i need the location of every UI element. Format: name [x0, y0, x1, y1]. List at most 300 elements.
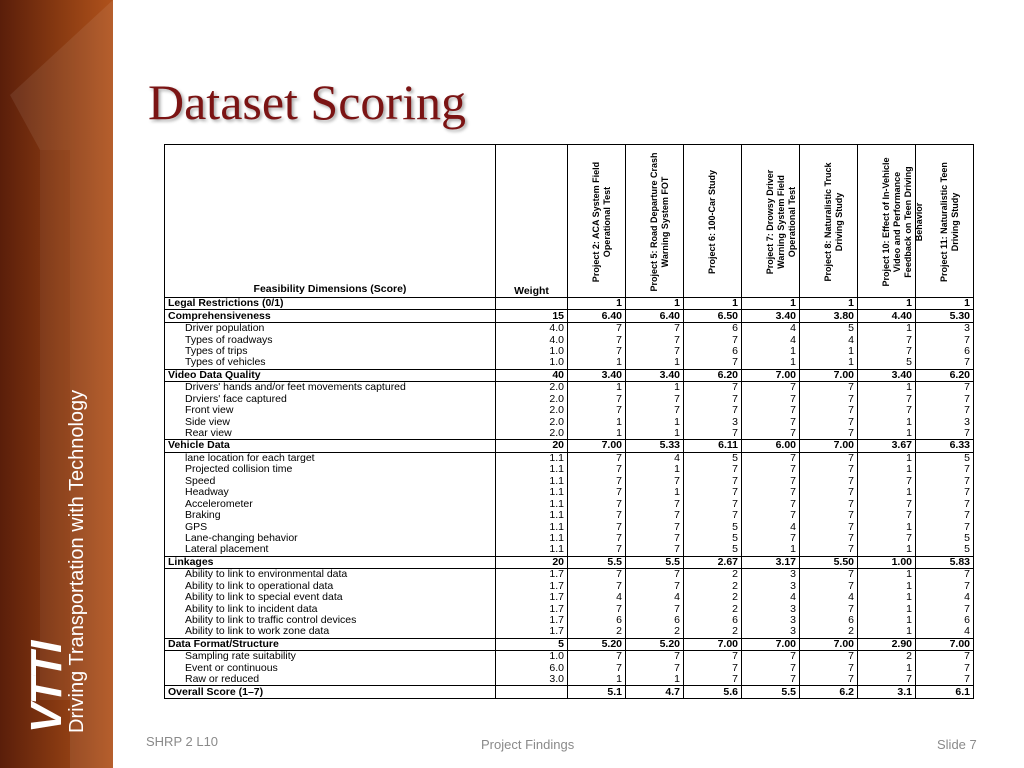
header-project-rotator	[591, 151, 613, 293]
score-cell: 5	[916, 533, 974, 544]
score-cell: 1	[858, 615, 916, 626]
row-weight: 1.7	[496, 569, 568, 581]
header-project-wrap	[916, 147, 973, 297]
category-row	[165, 638, 974, 650]
score-cell: 7	[568, 581, 626, 592]
score-cell: 7	[916, 569, 974, 581]
score-cell: 7	[800, 544, 858, 556]
score-cell: 7	[858, 533, 916, 544]
table-row	[165, 626, 974, 638]
row-label: Data Format/Structure	[165, 638, 496, 650]
row-label: Side view	[165, 416, 496, 427]
score-cell: 3.1	[858, 686, 916, 698]
score-cell: 7	[916, 487, 974, 498]
table-row	[165, 544, 974, 556]
score-cell: 7	[626, 334, 684, 345]
score-cell: 7	[684, 663, 742, 674]
score-cell: 5	[684, 452, 742, 464]
score-cell: 7	[684, 464, 742, 475]
score-cell: 6	[684, 346, 742, 357]
category-row	[165, 369, 974, 381]
header-project-wrap	[684, 147, 741, 297]
score-cell: 1	[626, 416, 684, 427]
footer-slide-number: Slide 7	[937, 737, 977, 752]
score-cell: 7	[626, 394, 684, 405]
row-label: Projected collision time	[165, 464, 496, 475]
row-weight: 15	[496, 310, 568, 322]
row-weight: 20	[496, 556, 568, 568]
row-label: Ability to link to operational data	[165, 581, 496, 592]
row-label: Legal Restrictions (0/1)	[165, 298, 496, 310]
score-cell: 1	[858, 416, 916, 427]
score-cell: 1	[742, 544, 800, 556]
row-weight: 20	[496, 440, 568, 452]
row-label: Lateral placement	[165, 544, 496, 556]
score-cell: 7.00	[742, 369, 800, 381]
header-project-wrap	[626, 147, 683, 297]
row-label: Types of trips	[165, 346, 496, 357]
header-project-label: Project 6: 100-Car Study	[706, 169, 717, 275]
score-cell: 7	[626, 569, 684, 581]
score-cell: 1	[684, 298, 742, 310]
score-cell: 7	[916, 498, 974, 509]
score-cell: 4	[916, 626, 974, 638]
score-cell: 7	[684, 487, 742, 498]
score-cell: 1	[916, 298, 974, 310]
score-cell: 7	[742, 510, 800, 521]
header-project-wrap	[742, 147, 799, 297]
score-cell: 6.40	[626, 310, 684, 322]
score-cell: 7	[800, 487, 858, 498]
row-weight: 1.0	[496, 346, 568, 357]
row-weight: 1.1	[496, 498, 568, 509]
score-cell: 7.00	[800, 440, 858, 452]
score-cell: 7	[916, 510, 974, 521]
header-project-wrap	[800, 147, 857, 297]
score-cell: 7	[568, 452, 626, 464]
score-cell: 2	[858, 651, 916, 663]
row-label: lane location for each target	[165, 452, 496, 464]
score-cell: 3.40	[568, 369, 626, 381]
score-cell: 4	[568, 592, 626, 603]
score-cell: 7	[800, 416, 858, 427]
header-feasibility-dimensions: Feasibility Dimensions (Score)	[165, 145, 496, 298]
score-cell: 7	[916, 581, 974, 592]
score-cell: 5	[858, 357, 916, 369]
score-cell: 7	[800, 663, 858, 674]
score-cell: 7	[742, 416, 800, 427]
header-project-wrap	[568, 147, 625, 297]
score-cell: 7	[568, 544, 626, 556]
row-weight: 1.1	[496, 544, 568, 556]
score-cell: 7	[800, 521, 858, 532]
score-cell: 7	[568, 569, 626, 581]
table-row	[165, 510, 974, 521]
score-cell: 2	[684, 569, 742, 581]
row-weight: 5	[496, 638, 568, 650]
score-cell: 5	[684, 544, 742, 556]
header-project	[742, 145, 800, 298]
row-label: Accelerometer	[165, 498, 496, 509]
score-cell: 7.00	[684, 638, 742, 650]
score-cell: 3	[742, 569, 800, 581]
row-weight: 1.1	[496, 533, 568, 544]
score-cell: 1	[858, 298, 916, 310]
score-cell: 7	[800, 394, 858, 405]
score-cell: 7	[568, 334, 626, 345]
page-title: Dataset Scoring	[148, 74, 466, 130]
score-cell: 7	[916, 394, 974, 405]
row-label: Vehicle Data	[165, 440, 496, 452]
score-cell: 7	[684, 674, 742, 686]
score-cell: 7	[742, 674, 800, 686]
score-cell: 7	[916, 405, 974, 416]
score-cell: 1	[568, 382, 626, 394]
row-weight: 1.1	[496, 452, 568, 464]
score-cell: 5	[916, 452, 974, 464]
score-cell: 7	[916, 663, 974, 674]
score-cell: 1	[800, 357, 858, 369]
score-cell: 7	[800, 405, 858, 416]
score-cell: 7	[800, 603, 858, 614]
score-cell: 3	[916, 322, 974, 334]
score-cell: 7	[626, 405, 684, 416]
score-cell: 1	[568, 416, 626, 427]
score-cell: 1	[626, 382, 684, 394]
score-cell: 1	[626, 464, 684, 475]
header-project	[800, 145, 858, 298]
score-cell: 7	[626, 521, 684, 532]
header-project-wrap	[858, 147, 924, 297]
score-cell: 6	[916, 615, 974, 626]
score-cell: 1	[858, 592, 916, 603]
score-cell: 7	[800, 452, 858, 464]
score-cell: 5.5	[742, 686, 800, 698]
row-weight: 2.0	[496, 405, 568, 416]
score-cell: 7	[626, 663, 684, 674]
score-cell: 7	[916, 674, 974, 686]
score-cell: 1	[626, 674, 684, 686]
score-cell: 2.90	[858, 638, 916, 650]
score-cell: 3.40	[626, 369, 684, 381]
score-cell: 7	[800, 674, 858, 686]
score-cell: 1	[858, 569, 916, 581]
score-cell: 1	[626, 357, 684, 369]
score-cell: 7	[742, 533, 800, 544]
score-cell: 3.40	[742, 310, 800, 322]
score-cell: 7	[800, 651, 858, 663]
score-cell: 7	[916, 357, 974, 369]
score-cell: 1	[742, 346, 800, 357]
score-cell: 7	[800, 533, 858, 544]
header-project	[916, 145, 974, 298]
score-cell: 1	[858, 626, 916, 638]
footer-program: SHRP 2 L10	[146, 734, 219, 749]
score-cell: 1	[626, 428, 684, 440]
row-weight: 40	[496, 369, 568, 381]
table-row	[165, 487, 974, 498]
row-weight: 1.7	[496, 592, 568, 603]
score-cell: 7	[684, 428, 742, 440]
header-project	[568, 145, 626, 298]
row-weight: 2.0	[496, 382, 568, 394]
table-row	[165, 651, 974, 663]
score-cell: 7	[916, 521, 974, 532]
score-cell: 6.50	[684, 310, 742, 322]
score-cell: 7	[800, 382, 858, 394]
score-cell: 7	[800, 498, 858, 509]
score-cell: 7	[858, 498, 916, 509]
row-weight: 1.1	[496, 521, 568, 532]
score-cell: 5.30	[916, 310, 974, 322]
score-cell: 1	[626, 298, 684, 310]
score-cell: 3	[916, 416, 974, 427]
score-cell: 1	[858, 544, 916, 556]
row-label: Lane-changing behavior	[165, 533, 496, 544]
row-label: Comprehensiveness	[165, 310, 496, 322]
score-cell: 3	[742, 615, 800, 626]
score-cell: 7	[916, 464, 974, 475]
score-cell: 7	[916, 382, 974, 394]
score-cell: 1	[742, 357, 800, 369]
row-weight: 4.0	[496, 322, 568, 334]
score-cell: 1	[742, 298, 800, 310]
score-cell: 3	[742, 603, 800, 614]
header-project-rotator	[939, 151, 961, 293]
dataset-scoring-table	[164, 144, 974, 699]
score-cell: 7	[858, 394, 916, 405]
score-cell: 7	[626, 651, 684, 663]
table-header-row	[165, 145, 974, 298]
row-label: Linkages	[165, 556, 496, 568]
score-cell: 7	[742, 651, 800, 663]
score-cell: 4	[626, 592, 684, 603]
row-label: Types of vehicles	[165, 357, 496, 369]
row-weight: 1.0	[496, 651, 568, 663]
score-cell: 5.83	[916, 556, 974, 568]
score-cell: 7	[916, 651, 974, 663]
score-cell: 7	[568, 603, 626, 614]
row-weight	[496, 686, 568, 698]
table-row	[165, 357, 974, 369]
score-cell: 7	[568, 663, 626, 674]
score-cell: 7	[916, 428, 974, 440]
header-project-label: Project 7: Drowsy Driver Warning System Field Operational Test	[764, 169, 797, 275]
score-cell: 7	[800, 510, 858, 521]
score-cell: 1	[568, 674, 626, 686]
header-project	[626, 145, 684, 298]
score-cell: 7	[568, 487, 626, 498]
row-weight: 1.7	[496, 615, 568, 626]
table-row	[165, 405, 974, 416]
score-cell: 4	[800, 592, 858, 603]
score-cell: 1	[858, 464, 916, 475]
score-cell: 5	[916, 544, 974, 556]
score-cell: 7	[626, 498, 684, 509]
row-weight: 1.7	[496, 581, 568, 592]
score-cell: 7.00	[800, 369, 858, 381]
score-cell: 7.00	[568, 440, 626, 452]
score-cell: 6	[684, 615, 742, 626]
score-cell: 2.67	[684, 556, 742, 568]
score-cell: 7	[626, 603, 684, 614]
score-cell: 6.40	[568, 310, 626, 322]
score-cell: 1	[858, 581, 916, 592]
score-cell: 5.20	[626, 638, 684, 650]
row-label: Drviers' face captured	[165, 394, 496, 405]
row-label: Ability to link to work zone data	[165, 626, 496, 638]
row-weight: 1.1	[496, 487, 568, 498]
score-cell: 7	[568, 533, 626, 544]
score-cell: 6	[800, 615, 858, 626]
score-cell: 6.2	[800, 686, 858, 698]
row-label: Ability to link to special event data	[165, 592, 496, 603]
score-cell: 2	[684, 626, 742, 638]
score-cell: 7	[626, 476, 684, 487]
score-cell: 6.1	[916, 686, 974, 698]
score-cell: 7	[684, 498, 742, 509]
score-cell: 3.40	[858, 369, 916, 381]
header-project-label: Project 2: ACA System Field Operational Test	[590, 161, 612, 283]
header-project-label: Project 11: Naturalistic Teen Driving Study	[938, 162, 960, 282]
score-cell: 1	[800, 298, 858, 310]
score-cell: 2	[568, 626, 626, 638]
row-label: Sampling rate suitability	[165, 651, 496, 663]
sidebar-band	[0, 0, 113, 768]
score-cell: 4	[626, 452, 684, 464]
row-weight: 2.0	[496, 428, 568, 440]
score-cell: 5	[800, 322, 858, 334]
score-cell: 6	[568, 615, 626, 626]
score-cell: 7	[626, 544, 684, 556]
score-cell: 7	[742, 476, 800, 487]
score-cell: 7	[568, 510, 626, 521]
score-cell: 1	[858, 663, 916, 674]
score-cell: 7.00	[742, 638, 800, 650]
score-cell: 7	[626, 533, 684, 544]
header-project-rotator	[649, 151, 671, 293]
score-cell: 7	[568, 476, 626, 487]
score-cell: 5.5	[568, 556, 626, 568]
score-cell: 5.50	[800, 556, 858, 568]
score-cell: 6	[684, 322, 742, 334]
row-weight: 1.1	[496, 464, 568, 475]
score-cell: 7	[684, 405, 742, 416]
table-row	[165, 452, 974, 464]
score-cell: 7	[684, 510, 742, 521]
score-cell: 1.00	[858, 556, 916, 568]
row-label: Speed	[165, 476, 496, 487]
row-weight: 1.7	[496, 603, 568, 614]
score-cell: 2	[800, 626, 858, 638]
header-project	[858, 145, 924, 298]
score-cell: 3.17	[742, 556, 800, 568]
row-weight: 3.0	[496, 674, 568, 686]
table-row	[165, 382, 974, 394]
score-cell: 7	[858, 334, 916, 345]
header-project-rotator	[823, 151, 845, 293]
row-label: Video Data Quality	[165, 369, 496, 381]
row-label: Braking	[165, 510, 496, 521]
score-cell: 7	[568, 498, 626, 509]
score-cell: 1	[858, 452, 916, 464]
row-weight: 6.0	[496, 663, 568, 674]
category-row	[165, 310, 974, 322]
table-row	[165, 592, 974, 603]
score-cell: 1	[858, 382, 916, 394]
category-row	[165, 440, 974, 452]
header-project-label: Project 10: Effect of In-Vehicle Video and Performance Feedback on Teen Driving Behavior	[880, 157, 924, 287]
score-cell: 7	[568, 405, 626, 416]
score-cell: 1	[568, 357, 626, 369]
score-cell: 4	[742, 521, 800, 532]
score-cell: 7	[742, 452, 800, 464]
footer-section: Project Findings	[481, 737, 575, 752]
score-cell: 7	[800, 464, 858, 475]
row-label: Front view	[165, 405, 496, 416]
row-label: Drivers' hands and/or feet movements captured	[165, 382, 496, 394]
table-row	[165, 569, 974, 581]
score-cell: 7	[568, 521, 626, 532]
row-label: Ability to link to incident data	[165, 603, 496, 614]
score-cell: 7	[742, 405, 800, 416]
score-cell: 2	[626, 626, 684, 638]
score-cell: 1	[858, 603, 916, 614]
score-cell: 6.00	[742, 440, 800, 452]
score-cell: 7	[800, 428, 858, 440]
score-cell: 2	[684, 592, 742, 603]
row-label: Raw or reduced	[165, 674, 496, 686]
score-cell: 7	[916, 334, 974, 345]
score-cell: 7	[568, 394, 626, 405]
score-cell: 7	[684, 357, 742, 369]
category-row	[165, 556, 974, 568]
score-cell: 7	[742, 394, 800, 405]
row-weight: 1.7	[496, 626, 568, 638]
score-cell: 5.33	[626, 440, 684, 452]
score-cell: 7	[858, 510, 916, 521]
row-label: Types of roadways	[165, 334, 496, 345]
row-label: Event or continuous	[165, 663, 496, 674]
row-label: Driver population	[165, 322, 496, 334]
header-project-rotator	[707, 151, 718, 293]
score-cell: 7	[916, 476, 974, 487]
score-cell: 7	[568, 346, 626, 357]
header-project-rotator	[765, 151, 798, 293]
score-cell: 4	[742, 322, 800, 334]
score-cell: 7	[684, 394, 742, 405]
score-cell: 7	[626, 322, 684, 334]
score-cell: 1	[800, 346, 858, 357]
score-cell: 4	[742, 592, 800, 603]
score-cell: 7	[800, 476, 858, 487]
score-cell: 3.80	[800, 310, 858, 322]
score-cell: 7	[568, 651, 626, 663]
score-cell: 3	[742, 581, 800, 592]
score-cell: 7.00	[916, 638, 974, 650]
score-cell: 7	[626, 346, 684, 357]
score-cell: 7	[684, 382, 742, 394]
score-cell: 4.7	[626, 686, 684, 698]
score-cell: 7	[742, 428, 800, 440]
score-cell: 7	[742, 498, 800, 509]
score-cell: 7	[742, 487, 800, 498]
score-cell: 7	[684, 476, 742, 487]
row-weight	[496, 298, 568, 310]
row-label: Rear view	[165, 428, 496, 440]
row-label: GPS	[165, 521, 496, 532]
score-cell: 2	[684, 581, 742, 592]
